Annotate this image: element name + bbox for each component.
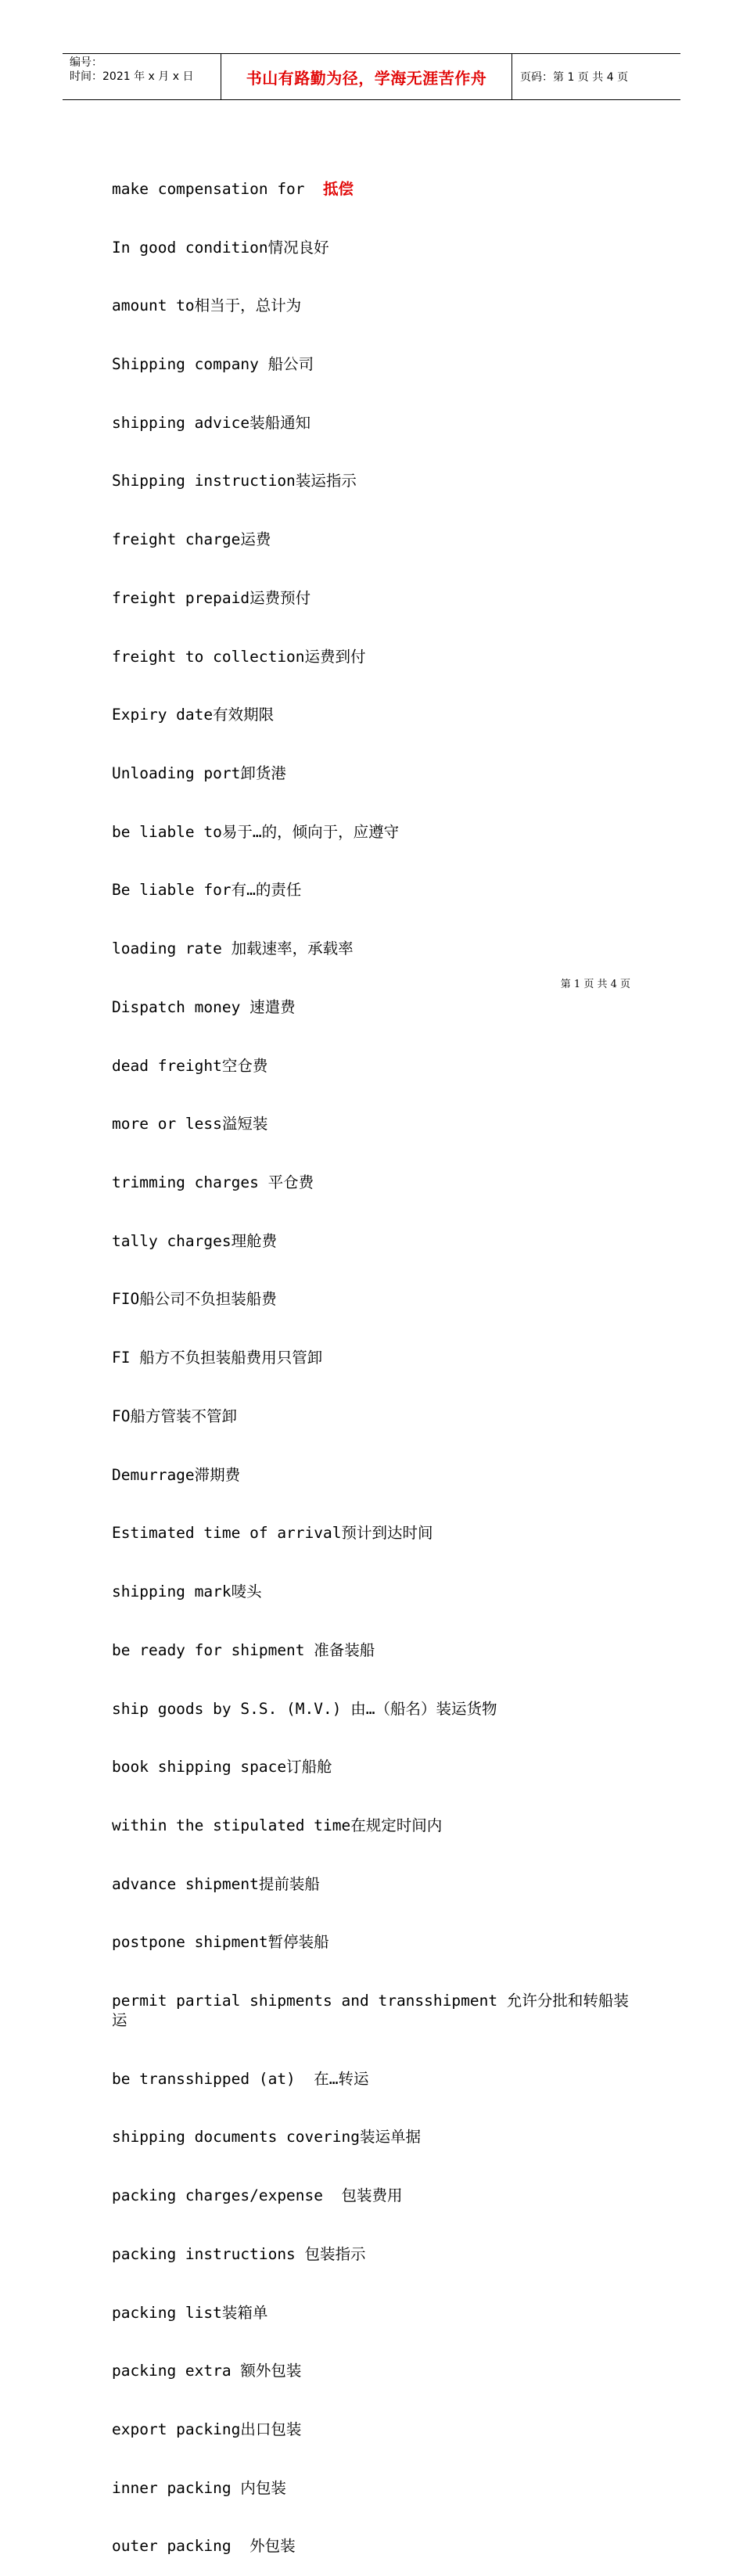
entry-meaning: 易于…的，倾向于，应遵守 [221, 822, 400, 841]
entry-meaning: 滞期费 [194, 1465, 241, 1484]
entry-term: be liable to [112, 822, 222, 841]
entry-meaning: 船方管装不管卸 [130, 1407, 237, 1425]
glossary-entry [112, 2420, 644, 2440]
entry-meaning: 额外包装 [240, 2362, 302, 2380]
header-motto: 书山有路勤为径，学海无涯苦作舟 [221, 54, 512, 99]
entry-meaning: 情况良好 [267, 238, 329, 257]
glossary-entry [112, 1349, 644, 1368]
entry-meaning: 装箱单 [221, 2303, 268, 2322]
entry-meaning: 内包装 [240, 2478, 286, 2497]
entry-meaning: 包装费用 [341, 2186, 403, 2205]
glossary-entry [112, 706, 644, 725]
glossary-entry [112, 1583, 644, 1602]
glossary-entry [112, 823, 644, 842]
entry-term: FI [112, 1349, 140, 1367]
page-footer: 第 1 页 共 4 页 [560, 979, 630, 990]
glossary-list [112, 141, 644, 2576]
entry-meaning: 在规定时间内 [350, 1816, 443, 1834]
entry-term: trimming charges [112, 1173, 268, 1192]
entry-term: within the stipulated time [112, 1816, 351, 1834]
entry-term: be ready for shipment [112, 1640, 314, 1659]
entry-meaning: 理舱费 [231, 1231, 278, 1250]
entry-meaning: 相当于，总计为 [194, 296, 302, 315]
entry-term: inner packing [112, 2478, 241, 2497]
entry-term: book shipping space [112, 1758, 287, 1777]
entry-meaning: 运费预付 [249, 588, 311, 607]
entry-term: packing charges/expense [112, 2186, 342, 2205]
header-meta [63, 54, 221, 99]
entry-term: tally charges [112, 1231, 232, 1250]
glossary-entry [112, 1700, 644, 1719]
glossary-entry [112, 2362, 644, 2381]
entry-term: postpone shipment [112, 1933, 268, 1952]
entry-meaning: 船公司不负担装船费 [139, 1290, 277, 1309]
glossary-entry [112, 1232, 644, 1252]
glossary-entry [112, 2186, 644, 2206]
entry-meaning: 允许分批和转船装运 [112, 1992, 629, 2029]
glossary-entry [112, 1466, 644, 1486]
entry-term: Shipping instruction [112, 472, 296, 490]
glossary-entry [112, 764, 644, 784]
entry-meaning: 唛头 [231, 1583, 262, 1601]
entry-meaning: 外包装 [249, 2537, 296, 2556]
glossary-entry [112, 2537, 644, 2556]
entry-term: shipping advice [112, 413, 250, 432]
glossary-entry [112, 1290, 644, 1310]
entry-meaning: 订船舱 [286, 1758, 332, 1777]
entry-term: outer packing [112, 2537, 250, 2556]
entry-meaning: 速遣费 [249, 997, 296, 1016]
document-number-label: 编号： [70, 56, 102, 69]
entry-term: packing extra [112, 2362, 241, 2380]
glossary-entry [112, 589, 644, 609]
glossary-entry [112, 1816, 644, 1836]
glossary-entry [112, 1933, 644, 1953]
entry-term: freight charge [112, 530, 241, 549]
entry-meaning: 溢短装 [221, 1115, 268, 1134]
glossary-entry [112, 1758, 644, 1777]
entry-term: shipping documents covering [112, 2128, 360, 2147]
glossary-entry [112, 180, 644, 199]
entry-meaning: 装运指示 [295, 472, 357, 490]
entry-term: shipping mark [112, 1583, 232, 1601]
entry-term: more or less [112, 1115, 222, 1134]
glossary-entry [112, 2128, 644, 2147]
entry-term: Shipping company [112, 354, 268, 373]
entry-meaning: 运费到付 [304, 647, 366, 666]
entry-meaning: 在…转运 [314, 2069, 369, 2088]
glossary-entry [112, 414, 644, 433]
entry-meaning: 提前装船 [258, 1874, 320, 1893]
entry-term: Estimated time of arrival [112, 1524, 342, 1543]
glossary-entry [112, 2070, 644, 2089]
entry-meaning: 空仓费 [221, 1056, 268, 1075]
entry-term: freight to collection [112, 647, 305, 666]
entry-term: Dispatch money [112, 997, 250, 1016]
entry-term: Unloading port [112, 764, 241, 782]
glossary-entry [112, 2304, 644, 2323]
entry-meaning: 预计到达时间 [341, 1524, 433, 1543]
glossary-entry [112, 1407, 644, 1427]
entry-term: In good condition [112, 238, 268, 257]
entry-term: freight prepaid [112, 588, 250, 607]
glossary-entry [112, 355, 644, 375]
glossary-entry [112, 1641, 644, 1661]
entry-meaning: 有…的责任 [231, 881, 302, 900]
entry-meaning: 装运单据 [359, 2128, 421, 2147]
glossary-entry [112, 1115, 644, 1134]
page-header [63, 53, 680, 100]
glossary-entry [112, 530, 644, 550]
glossary-entry [112, 239, 644, 258]
entry-meaning: 船公司 [267, 354, 314, 373]
entry-term: Expiry date [112, 706, 214, 724]
glossary-entry [112, 1992, 644, 2031]
entry-term: make compensation for [112, 179, 324, 198]
entry-term: loading rate [112, 940, 232, 958]
document-time-label: 时间：2021 年 x 月 x 日 [70, 70, 194, 83]
entry-term: permit partial shipments and transshipment [112, 1992, 507, 2010]
glossary-entry [112, 2245, 644, 2265]
entry-term: be transshipped (at) [112, 2069, 314, 2088]
glossary-entry [112, 1057, 644, 1076]
glossary-entry [112, 998, 644, 1018]
entry-term: export packing [112, 2420, 241, 2439]
entry-meaning: 包装指示 [304, 2244, 366, 2263]
glossary-entry [112, 472, 644, 491]
glossary-entry [112, 648, 644, 667]
glossary-entry [112, 940, 644, 959]
entry-meaning: 抵偿 [323, 179, 354, 198]
entry-meaning: 出口包装 [240, 2420, 302, 2439]
entry-meaning: 加载速率，承载率 [231, 940, 354, 958]
entry-term: dead freight [112, 1056, 222, 1075]
glossary-entry [112, 296, 644, 316]
entry-meaning: 船方不负担装船费用只管卸 [139, 1349, 323, 1367]
glossary-entry [112, 1875, 644, 1895]
entry-meaning: 装船通知 [249, 413, 311, 432]
entry-term: advance shipment [112, 1874, 259, 1893]
entry-meaning: 有效期限 [213, 706, 275, 724]
entry-meaning: 卸货港 [240, 764, 286, 782]
glossary-entry [112, 2479, 644, 2499]
entry-meaning: 暂停装船 [267, 1933, 329, 1952]
entry-term: amount to [112, 296, 195, 315]
header-page-number: 页码：第 1 页 共 4 页 [520, 71, 629, 84]
entry-meaning: 准备装船 [314, 1640, 375, 1659]
entry-meaning: 由…（船名）装运货物 [350, 1699, 497, 1718]
entry-term: FO [112, 1407, 131, 1425]
entry-term: ship goods by S.S. (M.V.) [112, 1699, 351, 1718]
glossary-entry [112, 1173, 644, 1193]
entry-term: Demurrage [112, 1465, 195, 1484]
entry-term: Be liable for [112, 881, 232, 900]
glossary-entry [112, 881, 644, 900]
entry-term: FIO [112, 1290, 140, 1309]
entry-term: packing instructions [112, 2244, 305, 2263]
entry-term: packing list [112, 2303, 222, 2322]
glossary-entry [112, 1524, 644, 1543]
entry-meaning: 运费 [240, 530, 271, 549]
entry-meaning: 平仓费 [267, 1173, 314, 1192]
